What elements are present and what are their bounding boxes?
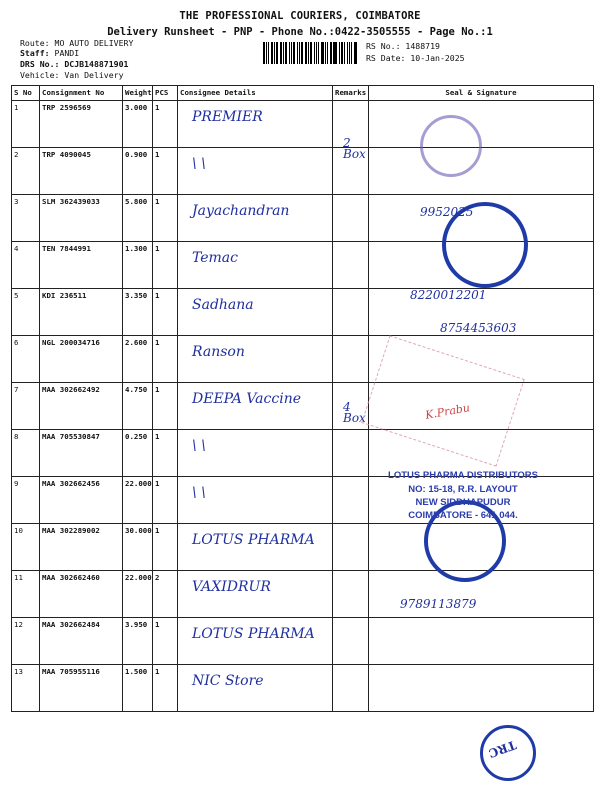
table-row bbox=[12, 571, 594, 618]
sno-cell: 12 bbox=[12, 618, 40, 665]
vehicle-value: Van Delivery bbox=[64, 70, 124, 80]
consignee-cell: Temac bbox=[178, 242, 333, 289]
lotus-stamp-line2: NO: 15-18, R.R. LAYOUT bbox=[408, 484, 518, 495]
barcode-bar bbox=[291, 42, 292, 64]
weight-cell: 22.000 bbox=[123, 477, 153, 524]
barcode-bar bbox=[334, 42, 337, 64]
col-pcs: PCS bbox=[153, 86, 178, 101]
table-header-row bbox=[12, 86, 594, 101]
pcs-cell: 1 bbox=[153, 618, 178, 665]
pcs-cell: 1 bbox=[153, 430, 178, 477]
rs-number: RS No.: 1488719 bbox=[366, 41, 440, 51]
pcs-cell: 1 bbox=[153, 383, 178, 430]
table-row bbox=[12, 101, 594, 148]
barcode-bar bbox=[318, 42, 320, 64]
col-consignee: Consignee Details bbox=[178, 86, 333, 101]
remarks-cell bbox=[333, 618, 369, 665]
staff-label: Staff: bbox=[20, 48, 50, 58]
col-seal: Seal & Signature bbox=[369, 86, 594, 101]
seal-signature-cell bbox=[369, 618, 594, 665]
weight-cell: 1.500 bbox=[123, 665, 153, 712]
barcode-bar bbox=[293, 42, 295, 64]
consignee-cell: \ \ bbox=[178, 148, 333, 195]
barcode-bar bbox=[314, 42, 315, 64]
remarks-cell bbox=[333, 524, 369, 571]
route-value: MO AUTO DELIVERY bbox=[54, 38, 134, 48]
consignment-no: MAA 705955116 bbox=[40, 665, 123, 712]
consignment-no: TRP 4090045 bbox=[40, 148, 123, 195]
barcode-bar bbox=[333, 42, 334, 64]
vehicle-line bbox=[20, 70, 124, 81]
barcode-bar bbox=[263, 42, 265, 64]
consignment-no: MAA 302662492 bbox=[40, 383, 123, 430]
phone-3: 8754453603 bbox=[440, 321, 517, 335]
table-row bbox=[12, 618, 594, 665]
consignee-cell: VAXIDRUR bbox=[178, 571, 333, 618]
barcode-bar bbox=[285, 42, 288, 64]
pcs-cell: 1 bbox=[153, 101, 178, 148]
weight-cell: 3.350 bbox=[123, 289, 153, 336]
lotus-stamp-line3: NEW SIDDHAPUDUR bbox=[415, 497, 511, 508]
col-remarks: Remarks bbox=[333, 86, 369, 101]
consignee-cell: PREMIER bbox=[178, 101, 333, 148]
staff-value: PANDI bbox=[54, 48, 80, 58]
barcode-bar bbox=[268, 42, 269, 64]
barcode-bar bbox=[299, 42, 300, 64]
weight-cell: 2.600 bbox=[123, 336, 153, 383]
barcode bbox=[263, 42, 358, 64]
sno-cell: 9 bbox=[12, 477, 40, 524]
pcs-cell: 1 bbox=[153, 336, 178, 383]
barcode-bar bbox=[321, 42, 324, 64]
weight-cell: 22.000 bbox=[123, 571, 153, 618]
document-title: THE PROFESSIONAL COURIERS, COIMBATORE bbox=[179, 10, 421, 22]
remarks-cell bbox=[333, 477, 369, 524]
sno-cell: 13 bbox=[12, 665, 40, 712]
barcode-bar bbox=[301, 42, 304, 64]
barcode-bar bbox=[308, 42, 309, 64]
consignment-no: TEN 7844991 bbox=[40, 242, 123, 289]
remarks-cell bbox=[333, 665, 369, 712]
weight-cell: 1.300 bbox=[123, 242, 153, 289]
barcode-bar bbox=[289, 42, 290, 64]
sno-cell: 10 bbox=[12, 524, 40, 571]
barcode-bar bbox=[347, 42, 348, 64]
consignment-no: MAA 302662484 bbox=[40, 618, 123, 665]
pcs-cell: 1 bbox=[153, 477, 178, 524]
table-row bbox=[12, 665, 594, 712]
consignee-cell: LOTUS PHARMA bbox=[178, 524, 333, 571]
weight-cell: 5.800 bbox=[123, 195, 153, 242]
barcode-bar bbox=[297, 42, 298, 64]
barcode-bar bbox=[283, 42, 284, 64]
pcs-cell: 1 bbox=[153, 148, 178, 195]
barcode-bar bbox=[354, 42, 357, 64]
col-weight: Weight bbox=[123, 86, 153, 101]
consignment-no: KDI 236511 bbox=[40, 289, 123, 336]
remarks-cell bbox=[333, 242, 369, 289]
weight-cell: 0.900 bbox=[123, 148, 153, 195]
vehicle-label: Vehicle: bbox=[20, 70, 60, 80]
sno-cell: 6 bbox=[12, 336, 40, 383]
staff-line bbox=[20, 48, 79, 59]
weight-cell: 3.000 bbox=[123, 101, 153, 148]
col-consignment: Consignment No bbox=[40, 86, 123, 101]
weight-cell: 4.750 bbox=[123, 383, 153, 430]
consignment-no: MAA 302662460 bbox=[40, 571, 123, 618]
consignee-cell: DEEPA Vaccine bbox=[178, 383, 333, 430]
phone-4: 9789113879 bbox=[400, 597, 477, 611]
sno-cell: 11 bbox=[12, 571, 40, 618]
signature-kp: K.Prabu bbox=[424, 401, 471, 422]
remarks-cell bbox=[333, 289, 369, 336]
col-sno: S No bbox=[12, 86, 40, 101]
remarks-cell bbox=[333, 195, 369, 242]
remark-box-1: 2 Box bbox=[343, 136, 366, 161]
barcode-bar bbox=[351, 42, 352, 64]
bottom-stamp-text: TRC bbox=[486, 737, 518, 761]
seal-signature-cell bbox=[369, 665, 594, 712]
consignment-no: MAA 302289002 bbox=[40, 524, 123, 571]
lotus-stamp-line1: LOTUS PHARMA DISTRIBUTORS bbox=[388, 470, 538, 481]
consignee-cell: \ \ bbox=[178, 477, 333, 524]
consignee-cell: Ranson bbox=[178, 336, 333, 383]
seal-signature-cell bbox=[369, 148, 594, 195]
route-label: Route: bbox=[20, 38, 50, 48]
barcode-bar bbox=[316, 42, 317, 64]
sno-cell: 1 bbox=[12, 101, 40, 148]
barcode-bar bbox=[341, 42, 343, 64]
consignment-no: NGL 200034716 bbox=[40, 336, 123, 383]
barcode-bar bbox=[325, 42, 326, 64]
drs-value: DCJB148871901 bbox=[64, 59, 129, 69]
weight-cell: 0.250 bbox=[123, 430, 153, 477]
barcode-bar bbox=[344, 42, 345, 64]
barcode-bar bbox=[349, 42, 351, 64]
consignee-cell: Sadhana bbox=[178, 289, 333, 336]
barcode-bar bbox=[310, 42, 312, 64]
barcode-bar bbox=[305, 42, 307, 64]
drs-label: DRS No.: bbox=[20, 59, 60, 69]
barcode-bar bbox=[271, 42, 274, 64]
consignee-cell: LOTUS PHARMA bbox=[178, 618, 333, 665]
table-row bbox=[12, 524, 594, 571]
sno-cell: 3 bbox=[12, 195, 40, 242]
consignee-cell: NIC Store bbox=[178, 665, 333, 712]
weight-cell: 30.000 bbox=[123, 524, 153, 571]
consignment-no: SLM 362439033 bbox=[40, 195, 123, 242]
pcs-cell: 1 bbox=[153, 289, 178, 336]
round-stamp-1 bbox=[420, 115, 482, 177]
pcs-cell: 2 bbox=[153, 571, 178, 618]
phone-1: 9952025 bbox=[420, 205, 474, 219]
drs-line bbox=[20, 59, 128, 70]
sno-cell: 2 bbox=[12, 148, 40, 195]
remark-box-2: 4 Box bbox=[343, 400, 366, 425]
rs-date: RS Date: 10-Jan-2025 bbox=[366, 53, 465, 63]
table-row bbox=[12, 148, 594, 195]
barcode-bar bbox=[266, 42, 267, 64]
sno-cell: 8 bbox=[12, 430, 40, 477]
pcs-cell: 1 bbox=[153, 524, 178, 571]
consignee-cell: Jayachandran bbox=[178, 195, 333, 242]
sno-cell: 5 bbox=[12, 289, 40, 336]
pcs-cell: 1 bbox=[153, 195, 178, 242]
pcs-cell: 1 bbox=[153, 665, 178, 712]
sno-cell: 7 bbox=[12, 383, 40, 430]
document-subtitle: Delivery Runsheet - PNP - Phone No.:0422-3505555 - Page No.:1 bbox=[107, 26, 493, 38]
remarks-cell bbox=[333, 430, 369, 477]
consignee-cell: \ \ bbox=[178, 430, 333, 477]
sno-cell: 4 bbox=[12, 242, 40, 289]
barcode-bar bbox=[274, 42, 275, 64]
remarks-cell bbox=[333, 571, 369, 618]
consignment-no: TRP 2596569 bbox=[40, 101, 123, 148]
remarks-cell bbox=[333, 336, 369, 383]
barcode-bar bbox=[339, 42, 340, 64]
barcode-bar bbox=[280, 42, 282, 64]
barcode-bar bbox=[327, 42, 328, 64]
phone-2: 8220012201 bbox=[410, 288, 487, 302]
barcode-bar bbox=[276, 42, 278, 64]
pcs-cell: 1 bbox=[153, 242, 178, 289]
weight-cell: 3.950 bbox=[123, 618, 153, 665]
consignment-no: MAA 302662456 bbox=[40, 477, 123, 524]
barcode-bar bbox=[330, 42, 332, 64]
lotus-stamp-line4: COIMBATORE - 641 044. bbox=[408, 510, 518, 521]
consignment-no: MAA 705530847 bbox=[40, 430, 123, 477]
